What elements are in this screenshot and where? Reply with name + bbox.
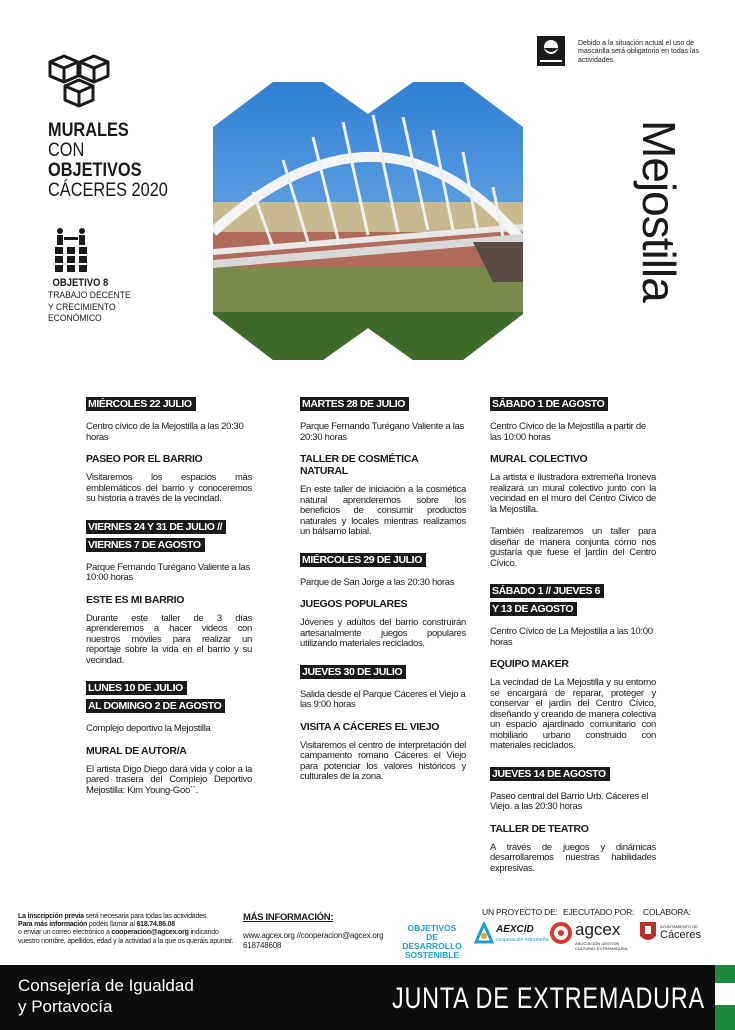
flag-stripe-white bbox=[715, 983, 735, 1005]
event-date bbox=[86, 394, 252, 412]
ods-line-3: SOSTENIBLE bbox=[404, 950, 460, 960]
ods8-icon bbox=[52, 226, 92, 272]
event-location: Parque de San Jorge a las 20:30 horas bbox=[300, 576, 455, 588]
caceres-name: Cáceres bbox=[660, 929, 701, 941]
event-block bbox=[86, 394, 252, 505]
event-block bbox=[86, 678, 252, 796]
event-date-line: MIÉRCOLES 29 DE JULIO bbox=[300, 553, 426, 567]
more-info-phone: 618748608 bbox=[243, 941, 282, 950]
event-activity: EQUIPO MAKER bbox=[490, 658, 569, 670]
event-activity: VISITA A CÁCERES EL VIEJO bbox=[300, 720, 440, 733]
agcex-sub: ASOCIACIÓN GESTIÓN CULTURAL EXTREMADURA bbox=[575, 941, 628, 951]
agcex-name: agcex bbox=[575, 920, 621, 939]
event-block bbox=[490, 394, 656, 569]
event-location: Centro cívico de la Mejostilla a las 20:30 horas bbox=[86, 421, 244, 443]
event-date-line: AL DOMINGO 2 DE AGOSTO bbox=[86, 699, 225, 713]
event-location: Parque Fernando Turégano Valiente a las 10:00 horas bbox=[86, 561, 250, 583]
event-date-line: MIÉRCOLES 22 JULIO bbox=[86, 397, 196, 411]
event-date bbox=[86, 678, 252, 714]
murales-logo-icon bbox=[48, 54, 110, 108]
reg-email: cooperacion@agcex.org bbox=[111, 929, 189, 937]
event-date-line: JUEVES 30 DE JULIO bbox=[300, 665, 406, 679]
schedule-column-3 bbox=[490, 394, 656, 886]
ods-line-2: DE DESARROLLO bbox=[402, 932, 462, 951]
event-activity: MURAL DE AUTOR/A bbox=[86, 744, 187, 757]
event-activity: TALLER DE TEATRO bbox=[490, 822, 589, 835]
event-location: Salida desde el Parque Cáceres el Viejo a las 9:00 horas bbox=[300, 688, 466, 710]
event-date bbox=[490, 394, 656, 412]
event-date bbox=[300, 550, 466, 568]
event-date-line: LUNES 10 DE JULIO bbox=[86, 681, 187, 695]
event-date-line: VIERNES 7 DE AGOSTO bbox=[86, 538, 205, 552]
more-info-text bbox=[243, 931, 393, 951]
event-date bbox=[490, 764, 656, 782]
agcex-logo bbox=[550, 918, 628, 952]
aexcid-logo bbox=[474, 920, 549, 950]
event-date bbox=[300, 394, 466, 412]
ods-logo bbox=[400, 924, 464, 960]
event-description: El artista Digo Diego dará vida y color a la pared trasera del Complejo Deportivo Mejostilla: Kim Young-Goo´´. bbox=[86, 763, 252, 796]
event-description: En este taller de iniciación a la cosmética natural aprenderemos sobre los beneficios de consumir productos naturales y locales mientras realizamos un bálsamo labial. bbox=[300, 484, 466, 537]
reg-bold-1: La inscripción previa bbox=[18, 913, 84, 920]
brand-title-line3: OBJETIVOS bbox=[48, 160, 142, 181]
aexcid-icon bbox=[474, 922, 494, 944]
executed-label: EJECUTADO POR: bbox=[563, 907, 635, 917]
ods-line-1: OBJETIVOS bbox=[407, 923, 457, 933]
event-block bbox=[490, 764, 656, 875]
more-info-title: MÁS INFORMACIÓN: bbox=[243, 912, 334, 923]
agcex-icon bbox=[550, 922, 572, 944]
event-description: Visitaremos el centro de interpretación del campamento romano Cáceres el Viejo para potenciar los valores históricos y culturales de la zona. bbox=[300, 739, 466, 782]
event-location: Centro Cívico de la Mejostilla a partir de las 10:00 horas bbox=[490, 421, 646, 443]
more-info-link[interactable]: www.agcex.org //cooperacion@agcex.org bbox=[243, 931, 384, 940]
event-location: Parque Fernando Turégano Valiente a las 20:30 horas bbox=[300, 421, 464, 443]
event-block bbox=[490, 581, 656, 752]
objective-description: TRABAJO DECENTE Y CRECIMIENTO ECONÓMICO bbox=[48, 290, 131, 324]
event-date-line: SÁBADO 1 DE AGOSTO bbox=[490, 397, 608, 411]
caceres-sub: AYUNTAMIENTO DE bbox=[660, 924, 698, 929]
event-date-line: MARTES 28 DE JULIO bbox=[300, 397, 409, 411]
event-date bbox=[490, 581, 656, 617]
event-date bbox=[300, 662, 466, 680]
event-date bbox=[86, 517, 252, 553]
event-location: Complejo deportivo la Mejostilla bbox=[86, 723, 211, 734]
event-date-line: VIERNES 24 Y 31 DE JULIO // bbox=[86, 520, 226, 534]
event-description: Visitaremos los espacios más emblemáticos del barrio y conoceremos su historia a través de la vecindad. bbox=[86, 472, 252, 504]
event-block bbox=[86, 517, 252, 667]
event-description: A través de juegos y dinámicas desarrollaremos nuestras habilidades expresivas. bbox=[490, 841, 656, 874]
aexcid-sub: cooperación extremeña bbox=[496, 937, 549, 943]
reg-text-4: indicando vuestro nombre, apellidos, edad y la actividad a la que os queráis apuntar. bbox=[18, 929, 234, 945]
event-block bbox=[300, 394, 466, 538]
caceres-logo bbox=[640, 920, 710, 948]
reg-text-2: podéis llamar al bbox=[87, 921, 137, 929]
junta-name: JUNTA DE EXTREMADURA bbox=[392, 982, 705, 1015]
mask-icon bbox=[537, 36, 565, 66]
reg-text-3: o enviar un correo electrónico a bbox=[18, 929, 112, 937]
collab-label: COLABORA: bbox=[643, 907, 691, 917]
event-activity: ESTE ES MI BARRIO bbox=[86, 593, 185, 606]
event-activity: MURAL COLECTIVO bbox=[490, 453, 588, 465]
aexcid-name: AEXCID bbox=[496, 924, 534, 935]
reg-bold-2: Para más información bbox=[18, 921, 88, 929]
event-description-extra: También realizaremos un taller para diseñar de manera conjunta cómo nos gustaría que fuese el jardín del Centro Cívico. bbox=[490, 526, 656, 569]
brand-title-line2: CON bbox=[48, 140, 85, 161]
flag-stripe-green-top bbox=[715, 965, 735, 983]
event-description: La vecindad de La Mejostilla y su entorno se encargará de reparar, proteger y conservar el jardín del Centro Cívico, diseñando y creando de manera colectiva un espacio ajardinado comunitario con mobiliario urbano construido con materiales reciclados. bbox=[490, 677, 656, 751]
event-block bbox=[300, 550, 466, 650]
objective-number: OBJETIVO 8 bbox=[52, 277, 109, 289]
event-activity: JUEGOS POPULARES bbox=[300, 598, 408, 610]
event-date-line: Y 13 DE AGOSTO bbox=[490, 602, 577, 616]
event-date-line: SÁBADO 1 // JUEVES 6 bbox=[490, 584, 604, 598]
schedule-column-2 bbox=[300, 394, 466, 795]
event-description: Jóvenes y adultos del barrio construirán artesanalmente juegos populares utilizando materiales reciclados. bbox=[300, 617, 466, 649]
brand-title bbox=[48, 121, 168, 201]
project-label: UN PROYECTO DE: bbox=[482, 907, 558, 917]
event-activity: TALLER DE COSMÉTICA NATURAL bbox=[300, 453, 418, 477]
brand-title-line4: CÁCERES 2020 bbox=[48, 180, 168, 201]
schedule-column-1 bbox=[86, 394, 252, 808]
event-description: La artista e ilustradora extremeña Ironeva realizará un mural colectivo junto con la vecindad en el muro del Centro Cívico de la Mejostilla. bbox=[490, 472, 656, 515]
event-block bbox=[300, 662, 466, 783]
event-location: Paseo central del Barrio Urb. Cáceres el Viejo. a las 20:30 horas bbox=[490, 790, 649, 812]
place-title-text: Mejostilla bbox=[633, 120, 685, 302]
registration-info bbox=[18, 913, 238, 946]
bridge-photo bbox=[213, 82, 523, 360]
place-title bbox=[632, 120, 692, 320]
event-date-line: JUEVES 14 DE AGOSTO bbox=[490, 767, 610, 781]
reg-text-1: será necesaria para todas las actividades. bbox=[83, 913, 208, 920]
caceres-shield-icon bbox=[640, 922, 656, 944]
consejeria-name: Consejería de Igualdad y Portavocía bbox=[18, 976, 194, 1016]
flag-stripe-green-bottom bbox=[715, 1005, 735, 1030]
event-description: Durante este taller de 3 días aprenderemos a hacer videos con nuestros móviles para realizar un reportaje sobre la vida en el barrio y su vecindad. bbox=[86, 612, 252, 666]
mask-notice: Debido a la situación actual el uso de mascarilla será obligatorio en todas las actividades. bbox=[578, 40, 700, 64]
reg-phone: 618.74.86.08 bbox=[136, 921, 175, 929]
brand-title-line1: MURALES bbox=[48, 120, 129, 141]
event-activity: PASEO POR EL BARRIO bbox=[86, 453, 203, 465]
event-location: Centro Cívico de La Mejostilla a las 10:00 horas bbox=[490, 626, 653, 648]
